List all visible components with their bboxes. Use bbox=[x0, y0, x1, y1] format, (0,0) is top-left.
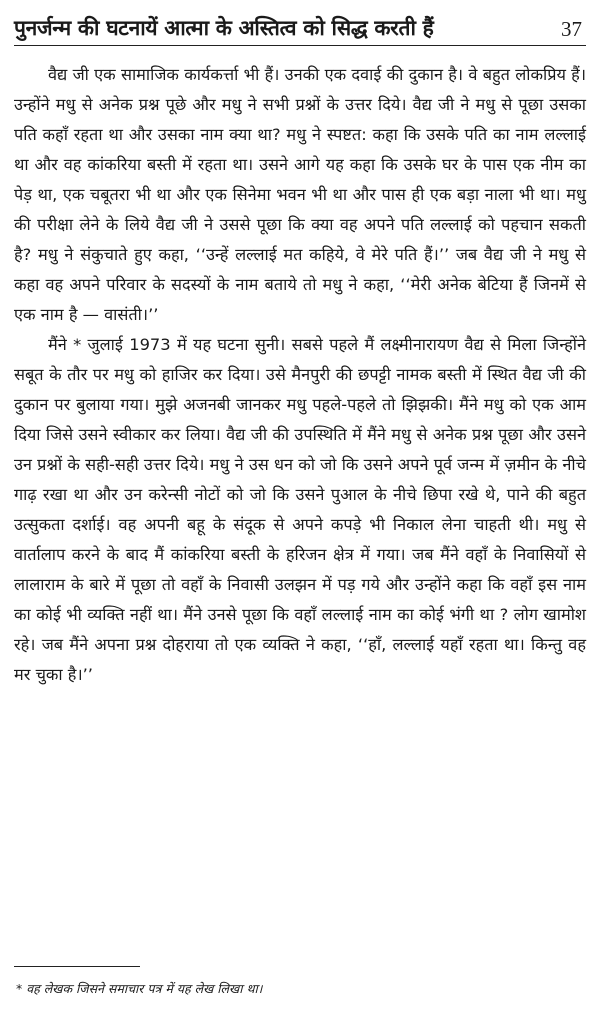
running-title: पुनर्जन्म की घटनायें आत्मा के अस्तित्व को सिद्ध करती हैं bbox=[14, 16, 434, 40]
footnote-divider bbox=[14, 966, 140, 967]
running-header bbox=[14, 6, 586, 46]
page-number: 37 bbox=[561, 17, 582, 41]
footnote: * वह लेखक जिसने समाचार पत्र में यह लेख लिखा था। bbox=[16, 981, 263, 996]
body-text bbox=[14, 60, 586, 690]
paragraph: मैंने * जुलाई 1973 में यह घटना सुनी। सबसे पहले मैं लक्ष्मीनारायण वैद्य से मिला जिन्होंने सबूत के तौर पर मधु को हाजिर कर दिया। उसे मैनपुरी की छपट्टी नामक बस्ती में स्थित वैद्य जी की दुकान पर बुलाया गया। मुझे अजनबी जानकर मधु पहले-पहले तो झिझकी। मैंने मधु को एक आम दिया जिसे उसने स्वीकार कर लिया। वैद्य जी की उपस्थिति में मैंने मधु से अनेक प्रश्न पूछा और उसने उन प्रश्नों के सही-सही उत्तर दिये। मधु ने उस धन को जो कि उसने अपने पूर्व जन्म में ज़मीन के नीचे गाढ़ रखा था और उन करेन्सी नोटों को जो कि उसने पुआल के नीचे छिपा रखे थे, पाने की बहुत उत्सुकता दर्शाई। वह अपनी बहू के संदूक से अपने कपड़े भी निकाल लेना चाहती थी। मधु से वार्तालाप करने के बाद मैं कांकरिया बस्ती के हरिजन क्षेत्र में गया। जब मैंने वहाँ के निवासियों से लालाराम के बारे में पूछा तो वहाँ के निवासी उलझन में पड़ गये और उन्होंने कहा कि वहाँ इस नाम का कोई भी व्यक्ति नहीं था। मैंने उनसे पूछा कि वहाँ लल्लाई नाम का कोई भंगी था ? लोग खामोश रहे। जब मैंने अपना प्रश्न दोहराया तो एक व्यक्ति ने कहा, ‘‘हाँ, लल्लाई यहाँ रहता था। किन्तु वह मर चुका है।’’ bbox=[14, 335, 586, 684]
paragraph: वैद्य जी एक सामाजिक कार्यकर्त्ता भी हैं। उनकी एक दवाई की दुकान है। वे बहुत लोकप्रिय हैं। उन्होंने मधु से अनेक प्रश्न पूछे और मधु ने सभी प्रश्नों के उत्तर दिये। वैद्य जी ने मधु से पूछा उसका पति कहाँ रहता था और उसका नाम क्या था? मधु ने स्पष्टत: कहा कि उसके पति का नाम लल्लाई था और वह कांकरिया बस्ती में रहता था। उसने आगे यह कहा कि उसके घर के पास एक नीम का पेड़ था, एक चबूतरा भी था और एक सिनेमा भवन भी था और पास ही एक बड़ा नाला भी था। मधु की परीक्षा लेने के लिये वैद्य जी ने उससे पूछा कि क्या वह अपने पति लल्लाई को पहचान सकती है? मधु ने संकुचाते हुए कहा, ‘‘उन्हें लल्लाई मत कहिये, वे मेरे पति हैं।’’ जब वैद्य जी ने मधु से कहा वह अपने परिवार के सदस्यों के नाम बताये तो मधु ने कहा, ‘‘मेरी अनेक बेटिया हैं जिनमें से एक नाम है — वासंती।’’ bbox=[14, 65, 586, 324]
